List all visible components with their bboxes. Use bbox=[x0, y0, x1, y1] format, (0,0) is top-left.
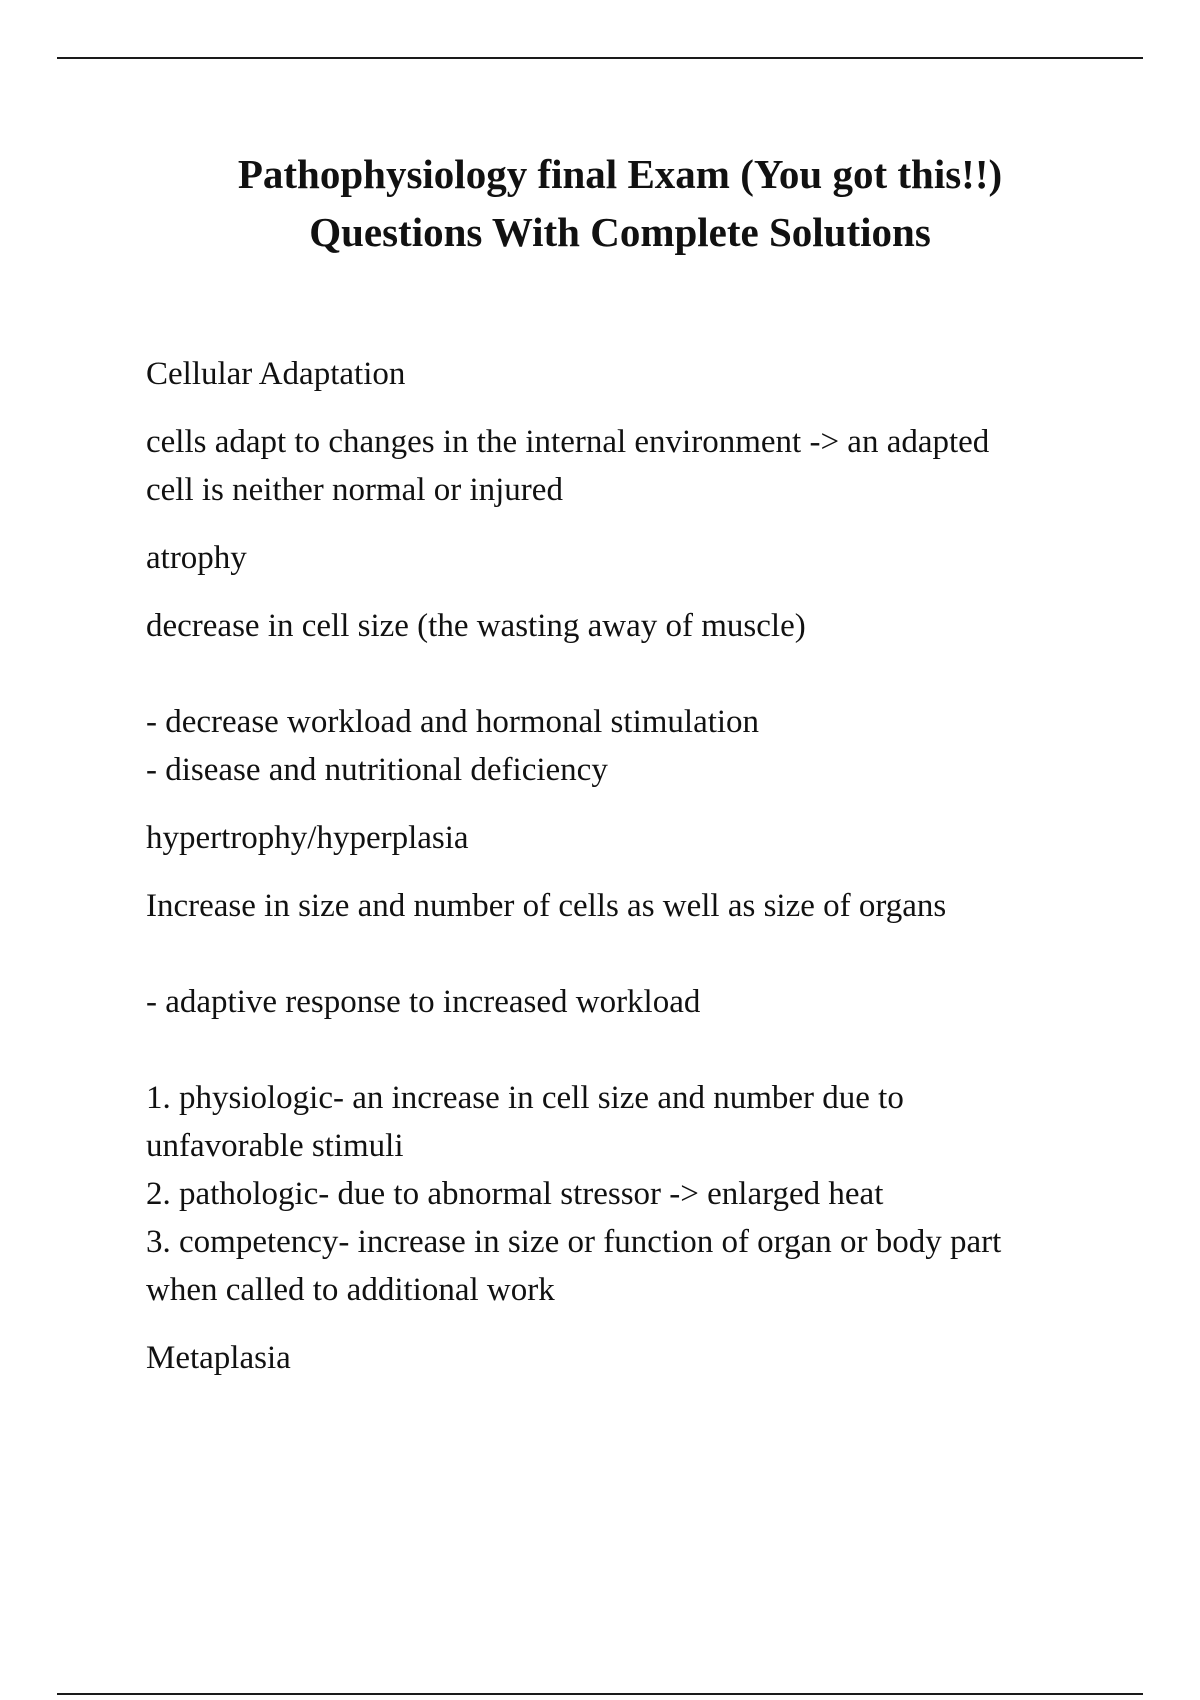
definition-atrophy bbox=[146, 602, 1106, 794]
blank-line bbox=[146, 1026, 1106, 1074]
term-atrophy: atrophy bbox=[146, 540, 247, 576]
title-line-2: Questions With Complete Solutions bbox=[309, 209, 931, 255]
flashcard-list bbox=[146, 350, 1106, 1402]
definition-line: Increase in size and number of cells as well as size of organs bbox=[146, 888, 947, 924]
definition-line: 3. competency- increase in size or function of organ or body part bbox=[146, 1224, 1002, 1260]
blank-line bbox=[146, 930, 1106, 978]
document-title bbox=[0, 145, 1200, 261]
definition-cellular-adaptation bbox=[146, 418, 1106, 514]
definition-line: - decrease workload and hormonal stimulation bbox=[146, 704, 760, 740]
definition-line: cell is neither normal or injured bbox=[146, 472, 563, 508]
term-hypertrophy-hyperplasia: hypertrophy/hyperplasia bbox=[146, 820, 469, 856]
title-line-1: Pathophysiology final Exam (You got this!!) bbox=[237, 151, 1003, 197]
top-rule bbox=[57, 57, 1143, 59]
definition-line: 1. physiologic- an increase in cell size and number due to bbox=[146, 1080, 904, 1116]
bottom-rule bbox=[57, 1693, 1143, 1695]
definition-hypertrophy-hyperplasia bbox=[146, 882, 1106, 1314]
term-metaplasia: Metaplasia bbox=[146, 1340, 291, 1376]
blank-line bbox=[146, 650, 1106, 698]
definition-line: - adaptive response to increased workload bbox=[146, 984, 701, 1020]
definition-line: - disease and nutritional deficiency bbox=[146, 752, 608, 788]
definition-line: 2. pathologic- due to abnormal stressor -> enlarged heat bbox=[146, 1176, 884, 1212]
definition-line: when called to additional work bbox=[146, 1272, 555, 1308]
definition-line: decrease in cell size (the wasting away of muscle) bbox=[146, 608, 806, 644]
definition-line: unfavorable stimuli bbox=[146, 1128, 404, 1164]
term-cellular-adaptation: Cellular Adaptation bbox=[146, 356, 406, 392]
definition-line: cells adapt to changes in the internal environment -> an adapted bbox=[146, 424, 990, 460]
